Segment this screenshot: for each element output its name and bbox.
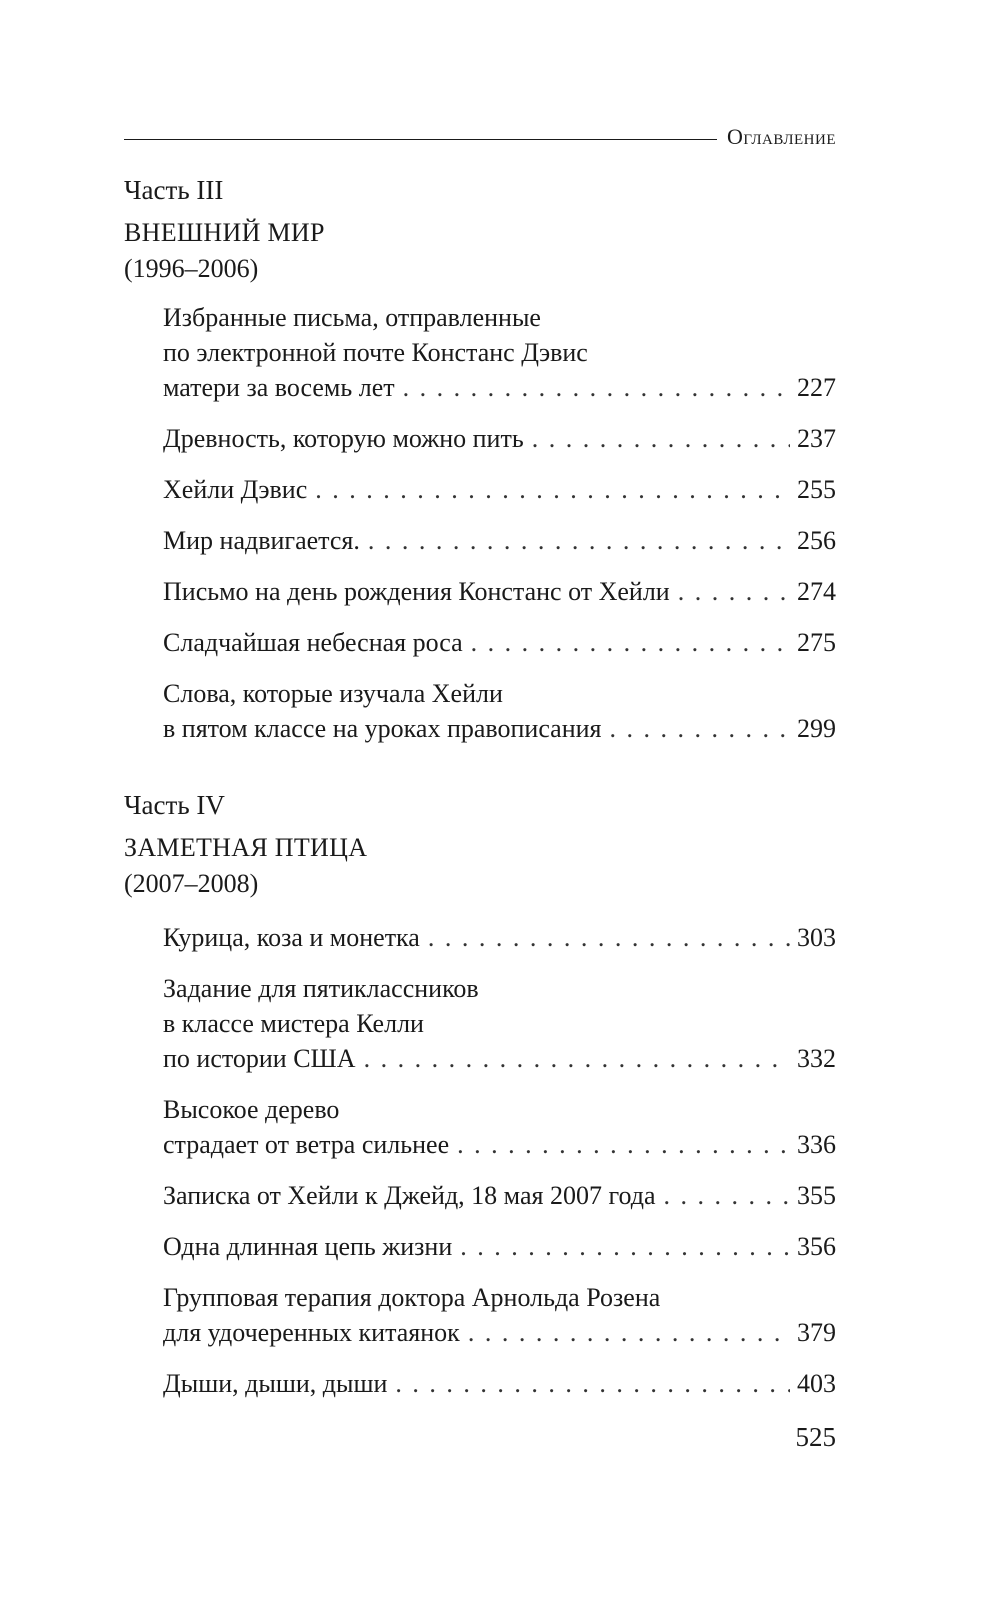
- page-number: 275: [797, 628, 836, 657]
- page-number: 274: [797, 577, 836, 606]
- part-3-heading: [124, 175, 836, 284]
- entry-title-line: в пятом классе на уроках правописания: [163, 714, 602, 743]
- entry-title-line: Мир надвигается.: [163, 526, 360, 555]
- page-number: 379: [797, 1318, 836, 1347]
- leader-dots: [471, 625, 790, 660]
- toc-entry[interactable]: [163, 920, 836, 955]
- toc-entry[interactable]: [163, 300, 836, 405]
- part-years: (2007–2008): [124, 869, 259, 898]
- entry-title-line: по электронной почте Констанс Дэвис: [163, 338, 588, 367]
- leader-dots: [457, 1127, 790, 1162]
- entry-title-line: для удочеренных китаянок: [163, 1318, 460, 1347]
- toc-entry[interactable]: [163, 676, 836, 746]
- entry-title-line: по истории США: [163, 1044, 356, 1073]
- header-title: Оглавление: [726, 124, 836, 149]
- toc-entry[interactable]: [163, 971, 836, 1076]
- toc-entry[interactable]: [163, 625, 836, 660]
- leader-dots: [532, 421, 790, 456]
- entry-title-line: Хейли Дэвис: [163, 475, 308, 504]
- entry-title-line: Сладчайшая небесная роса: [163, 628, 463, 657]
- leader-dots: [315, 472, 790, 507]
- leader-dots: [428, 920, 790, 955]
- page-number: 237: [797, 424, 836, 453]
- part-title: ВНЕШНИЙ МИР: [124, 218, 325, 247]
- leader-dots: [460, 1229, 790, 1264]
- leader-dots: [403, 370, 790, 405]
- entry-title-line: Древность, которую можно пить: [163, 424, 524, 453]
- page-number: 303: [797, 923, 836, 952]
- page-number: 256: [797, 526, 836, 555]
- entry-title-line: Групповая терапия доктора Арнольда Розена: [163, 1283, 661, 1312]
- part-title: ЗАМЕТНАЯ ПТИЦА: [124, 833, 368, 862]
- page-number: 227: [797, 373, 836, 402]
- entry-title-line: Курица, коза и монетка: [163, 923, 420, 952]
- toc-entry[interactable]: [163, 523, 836, 558]
- toc-entry[interactable]: [163, 1366, 836, 1401]
- page-folio: 525: [795, 1422, 836, 1452]
- part-label: Часть IV: [124, 790, 225, 820]
- leader-dots: [610, 711, 790, 746]
- toc-entry[interactable]: [163, 1229, 836, 1264]
- leader-dots: [468, 1315, 790, 1350]
- entry-title-line: матери за восемь лет: [163, 373, 395, 402]
- page-number: 356: [797, 1232, 836, 1261]
- entry-title-line: Высокое дерево: [163, 1095, 340, 1124]
- entry-title-line: Слова, которые изучала Хейли: [163, 679, 503, 708]
- part-4-entries: [163, 920, 836, 1417]
- leader-dots: [395, 1366, 790, 1401]
- toc-entry[interactable]: [163, 421, 836, 456]
- page-number: 255: [797, 475, 836, 504]
- entry-title-line: Одна длинная цепь жизни: [163, 1232, 453, 1261]
- toc-entry[interactable]: [163, 574, 836, 609]
- page-number: 332: [797, 1044, 836, 1073]
- toc-entry[interactable]: [163, 1280, 836, 1350]
- entry-title-line: Задание для пятиклассников: [163, 974, 479, 1003]
- leader-dots: [678, 574, 790, 609]
- entry-title-line: в классе мистера Келли: [163, 1009, 424, 1038]
- leader-dots: [364, 1041, 790, 1076]
- part-years: (1996–2006): [124, 254, 259, 283]
- entry-title-line: Письмо на день рождения Констанс от Хейли: [163, 577, 670, 606]
- page-number: 355: [797, 1181, 836, 1210]
- entry-title-line: Записка от Хейли к Джейд, 18 мая 2007 года: [163, 1181, 656, 1210]
- part-3-entries: [163, 300, 836, 762]
- part-label: Часть III: [124, 175, 224, 205]
- page-number: 336: [797, 1130, 836, 1159]
- toc-entry[interactable]: [163, 1178, 836, 1213]
- leader-dots: [368, 523, 790, 558]
- part-4-heading: [124, 790, 836, 899]
- toc-entry[interactable]: [163, 472, 836, 507]
- entry-title-line: Дыши, дыши, дыши: [163, 1369, 388, 1398]
- header-rule: [124, 139, 717, 140]
- page-number: 299: [797, 714, 836, 743]
- toc-entry[interactable]: [163, 1092, 836, 1162]
- entry-title-line: Избранные письма, отправленные: [163, 303, 541, 332]
- entry-title-line: страдает от ветра сильнее: [163, 1130, 450, 1159]
- running-header: [124, 118, 836, 148]
- page-number: 403: [797, 1369, 836, 1398]
- leader-dots: [664, 1178, 791, 1213]
